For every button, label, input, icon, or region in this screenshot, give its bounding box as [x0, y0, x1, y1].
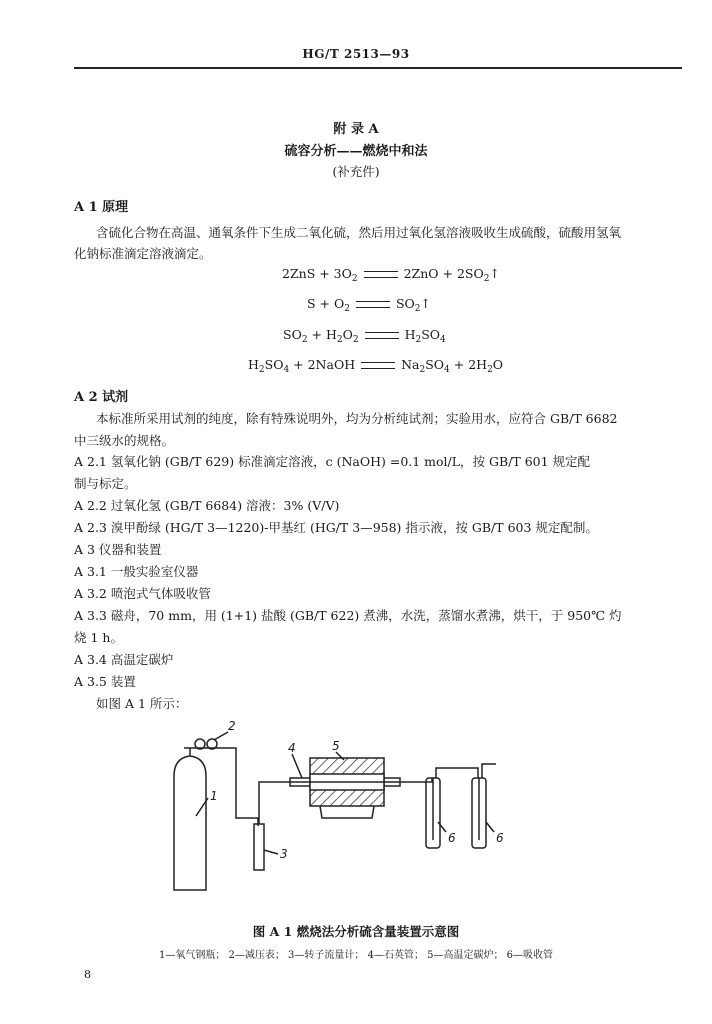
appendix-subtitle: (补充件)	[332, 164, 380, 179]
rotameter	[254, 824, 264, 870]
figure-caption: 图 A 1 燃烧法分析硫含量装置示意图	[252, 924, 460, 939]
equation-1: $2ZnS + 3O_2$ $2ZnO + 2SO_2↑$	[282, 266, 500, 284]
section-a1-heading: A 1 原理	[74, 200, 129, 215]
oxygen-cylinder	[174, 756, 206, 890]
a3-3-line1: A 3.3 磁舟，70 mm，用 (1+1) 盐酸 (GB/T 622) 煮沸，水洗，蒸馏水煮沸，烘干，于 950℃ 灼	[74, 608, 622, 623]
figure-label-6a: 6	[448, 831, 456, 845]
figure-label-1: 1	[210, 789, 218, 803]
figure-label-6b: 6	[496, 831, 504, 845]
a2-text-line1: 本标准所采用试剂的纯度，除有特殊说明外，均为分析纯试剂；实验用水，应符合 GB/T 6682	[96, 411, 618, 426]
figure-label-3: 3	[280, 847, 288, 861]
figure-legend: 1—氧气钢瓶； 2—减压表； 3—转子流量计； 4—石英管； 5—高温定碳炉； 6—吸收管	[158, 950, 554, 961]
standard-code-header: HG/T 2513—93	[302, 47, 410, 61]
a2-1-line2: 制与标定。	[74, 476, 137, 491]
page-number: 8	[84, 968, 91, 981]
a2-text-line2: 中三级水的规格。	[74, 433, 175, 448]
figure-label-5: 5	[332, 739, 340, 753]
a3-1-text: A 3.1 一般实验室仪器	[74, 564, 199, 579]
section-a3-heading: A 3 仪器和装置	[74, 542, 162, 557]
equation-4: $H_2SO_4$ + 2NaOH $Na_2SO_4 + 2H_2O$	[248, 357, 504, 375]
equation-3: $SO_2 + H_2O_2$ $H_2SO_4$	[283, 327, 446, 345]
appendix-label: 附 录 A	[333, 122, 379, 137]
figure-reference: 如图 A 1 所示：	[96, 696, 188, 711]
a2-1-line1: A 2.1 氢氧化钠 (GB/T 629) 标准滴定溶液，c (NaOH) =0.1 mol/L，按 GB/T 601 规定配	[74, 454, 591, 469]
a3-5-text: A 3.5 装置	[74, 674, 136, 689]
apparatus-diagram	[160, 718, 560, 906]
equation-2: $S + O_2$ $SO_2↑$	[307, 296, 431, 314]
a3-3-line2: 烧 1 h。	[74, 630, 123, 645]
a3-2-text: A 3.2 喷泡式气体吸收管	[74, 586, 211, 601]
header-rule	[74, 67, 682, 69]
a1-text-line1: 含硫化合物在高温、通氧条件下生成二氧化硫，然后用过氧化氢溶液吸收生成硫酸，硫酸用氢氧	[96, 225, 622, 240]
figure-label-2: 2	[228, 719, 236, 733]
a1-text-line2: 化钠标准滴定溶液滴定。	[74, 246, 212, 261]
a3-4-text: A 3.4 高温定碳炉	[74, 652, 174, 667]
appendix-title: 硫容分析——燃烧中和法	[284, 144, 428, 159]
section-a2-heading: A 2 试剂	[74, 390, 129, 405]
a2-2-text: A 2.2 过氧化氢 (GB/T 6684) 溶液：3% (V/V)	[74, 498, 340, 513]
figure-label-4: 4	[288, 741, 296, 755]
a2-3-text: A 2.3 溴甲酚绿 (HG/T 3—1220)-甲基红 (HG/T 3—958) 指示液，按 GB/T 603 规定配制。	[74, 520, 598, 535]
